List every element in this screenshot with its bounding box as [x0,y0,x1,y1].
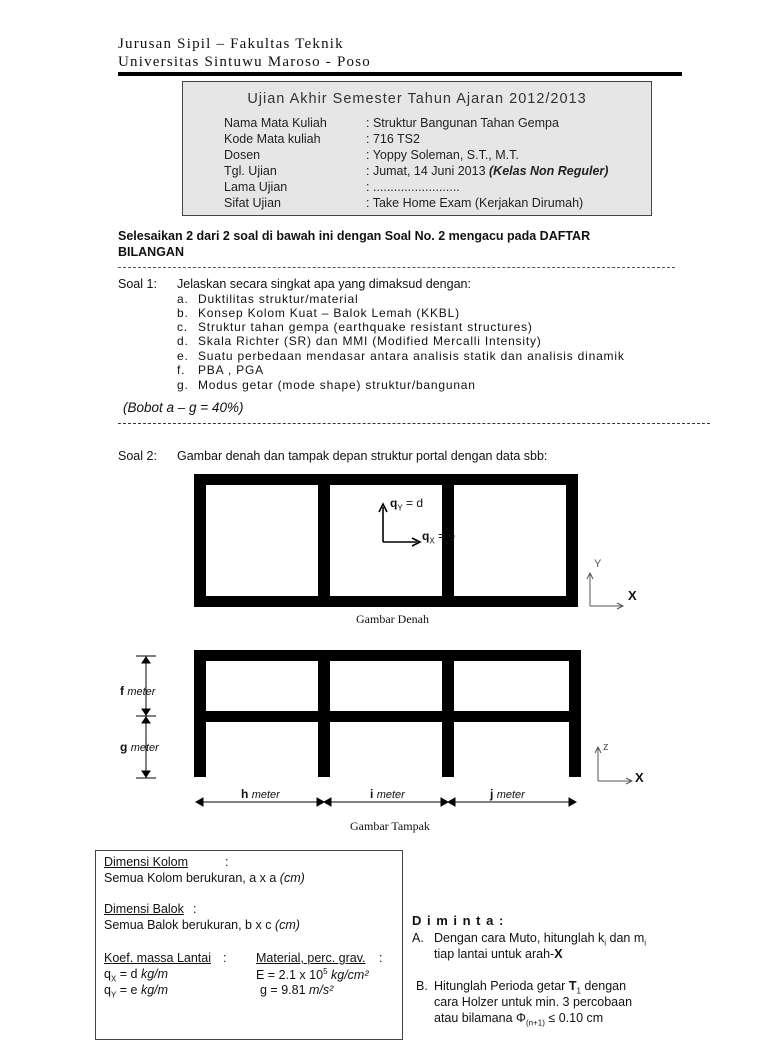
kolom-title: Dimensi Kolom [104,855,189,869]
info-value: : 716 TS2 [366,132,420,146]
exam-date: : Jumat, 14 Juni 2013 [366,164,489,178]
dim-h: h meter [241,787,280,801]
plan-axis-y: Y [594,558,602,570]
soal1-label: Soal 1: [118,277,157,291]
g-value: g = 9.81 m/s² [260,983,334,997]
info-label: Sifat Ujian [224,196,281,210]
soal1-letter: e. [177,349,189,363]
soal1-item: Modus getar (mode shape) struktur/bangunan [198,378,476,392]
plan-axes-icon [587,573,623,609]
info-label: Kode Mata kuliah [224,132,321,146]
elev-axis-z: z [603,741,609,753]
soal1-letter: g. [177,378,189,392]
instruction-line2: BILANGAN [118,245,184,259]
kolom-text: Semua Kolom berukuran, a x a (cm) [104,871,305,885]
soal1-item: Konsep Kolom Kuat – Balok Lemah (KKBL) [198,306,460,320]
class-type: (Kelas Non Reguler) [489,164,609,178]
diminta-b-line3: atau bilamana $\Phi_{(n+1)} \le 0.10$ cm [434,1011,604,1028]
elev-axis-x: X [635,770,644,785]
qx-label: $q_X = e$ [422,529,456,546]
dim-g: g meter [120,740,159,754]
info-label: Tgl. Ujian [224,164,277,178]
elevation-frame [194,650,581,777]
soal2-text: Gambar denah dan tampak depan struktur portal dengan data sbb: [177,449,548,463]
info-label: Lama Ujian [224,180,288,194]
diminta-title: D i m i n t a : [412,913,505,928]
plan-axis-x: X [628,588,637,603]
colon: : [225,855,229,869]
diminta-a-letter: A. [412,931,424,945]
colon: : [379,951,383,965]
university-name: Universitas Sintuwu Maroso - Poso [118,54,371,70]
diminta-b-letter: B. [416,979,428,993]
diminta-a-line1: Dengan cara Muto, hitunglah $k_i$ dan $m_i$ [434,931,647,948]
soal1-item: Suatu perbedaan mendasar antara analisis statik dan analisis dinamik [198,349,625,363]
instruction-line1: Selesaikan 2 dari 2 soal di bawah ini dengan Soal No. 2 mengacu pada DAFTAR [118,229,591,243]
soal1-item: PBA , PGA [198,363,264,377]
soal1-text: Jelaskan secara singkat apa yang dimaksud dengan: [177,277,471,291]
soal1-item: Skala Richter (SR) dan MMI (Modified Mercalli Intensity) [198,334,542,348]
info-label: Nama Mata Kuliah [224,116,327,130]
massa-title: Koef. massa Lantai [104,951,212,965]
soal1-item: Duktilitas struktur/material [198,292,359,306]
colon: : [193,902,197,916]
elevation-axes-icon [595,747,632,784]
dim-j: j meter [490,787,525,801]
info-value: : ......................... [366,180,460,194]
elevation-caption: Gambar Tampak [350,819,430,833]
exam-title: Ujian Akhir Semester Tahun Ajaran 2012/2013 [247,91,587,107]
soal1-letter: d. [177,334,189,348]
dim-f: f meter [120,684,156,698]
diminta-b-line2: cara Holzer untuk min. 3 percobaan [434,995,633,1009]
plan-caption: Gambar Denah [356,612,429,626]
dim-i: i meter [370,787,405,801]
balok-title: Dimensi Balok [104,902,184,916]
soal1-item: Struktur tahan gempa (earthquake resistant structures) [198,320,533,334]
diminta-a-line2: tiap lantai untuk arah-X [434,947,563,961]
soal1-letter: a. [177,292,189,306]
soal1-letter: c. [177,320,188,334]
soal2-label: Soal 2: [118,449,157,463]
vertical-dimensions [136,656,156,778]
soal1-weight: (Bobot a – g = 40%) [123,400,244,415]
plan-frame [194,474,578,607]
department-name: Jurusan Sipil – Fakultas Teknik [118,36,344,52]
qy-value: $q_Y = e$ kg/m [104,983,169,1000]
info-value: : Struktur Bangunan Tahan Gempa [366,116,559,130]
qx-value: $q_X = d$ kg/m [104,967,169,984]
soal1-letter: f. [177,363,186,377]
soal1-letter: b. [177,306,189,320]
material-title: Material, perc. grav. [256,951,366,965]
e-value: E = 2.1 x $10^5$ kg/cm² [256,967,369,983]
info-value: : Take Home Exam (Kerjakan Dirumah) [366,196,584,210]
info-label: Dosen [224,148,261,162]
info-value: : Yoppy Soleman, S.T., M.T. [366,148,519,162]
qy-label: $q_Y = d$ [390,496,424,513]
diminta-b-line1: Hitunglah Perioda getar $T_1$ dengan [434,979,627,996]
balok-text: Semua Balok berukuran, b x c (cm) [104,918,300,932]
colon: : [223,951,227,965]
